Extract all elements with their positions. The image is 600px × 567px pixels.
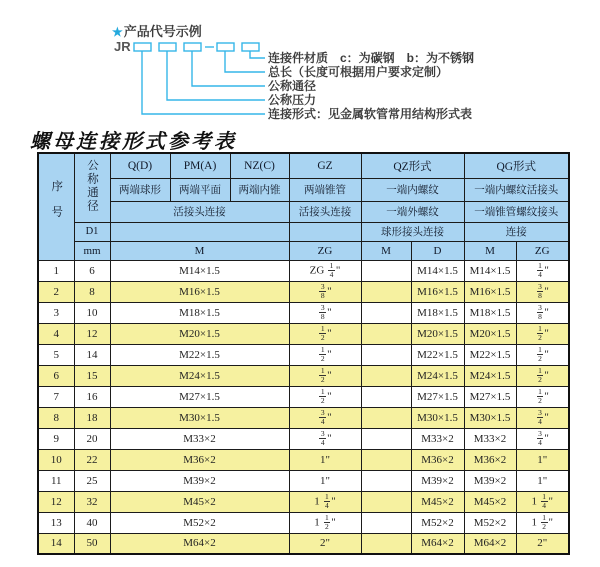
cell-gz: 1 $\frac{1}{2}$ " <box>289 512 361 533</box>
cell-qg-zg: $\frac{1}{2}$ " <box>516 323 569 344</box>
cell-qg-zg: 1" <box>516 449 569 470</box>
cell-qg-m: M16×1.5 <box>464 281 516 302</box>
cell-qg-m: M64×2 <box>464 533 516 554</box>
header-unit-m-left: M <box>110 241 289 260</box>
cell-m: M30×1.5 <box>110 407 289 428</box>
cell-gz: ZG $\frac{1}{4}$ " <box>289 260 361 281</box>
header-unit-m-qg: M <box>464 241 516 260</box>
cell-qz-m <box>361 533 411 554</box>
cell-qg-m: M24×1.5 <box>464 365 516 386</box>
cell-qz-d: M20×1.5 <box>411 323 464 344</box>
header-desc-nzc: 两端内锥 <box>230 178 289 201</box>
cell-qz-m <box>361 449 411 470</box>
cell-gz: 1" <box>289 449 361 470</box>
cell-gz: $\frac{1}{2}$ " <box>289 323 361 344</box>
cell-qz-m <box>361 512 411 533</box>
cell-gz: $\frac{3}{8}$ " <box>289 281 361 302</box>
diagram-label-length: 总长（长度可根据用户要求定制） <box>268 65 449 79</box>
cell-qz-m <box>361 365 411 386</box>
table-row <box>38 281 569 302</box>
table-row <box>38 533 569 554</box>
cell-seq: 4 <box>38 323 74 344</box>
cell-dn: 15 <box>74 365 110 386</box>
diagram-label-material: 连接件材质 c：为碳钢 b：为不锈钢 <box>268 51 475 65</box>
table-body <box>38 260 569 554</box>
cell-qg-zg: $\frac{3}{4}$ " <box>516 428 569 449</box>
cell-qz-d: M16×1.5 <box>411 281 464 302</box>
table-row <box>38 428 569 449</box>
diagram-label-connection: 连接形式：见金属软管常用结构形式表 <box>268 107 473 121</box>
header-group-nzc: NZ(C) <box>230 153 289 178</box>
header-unit-m-qz: M <box>361 241 411 260</box>
header-unit-d-qz: D <box>411 241 464 260</box>
cell-qz-d: M64×2 <box>411 533 464 554</box>
nut-connection-reference-table <box>37 152 570 555</box>
cell-qg-m: M18×1.5 <box>464 302 516 323</box>
cell-qz-d: M18×1.5 <box>411 302 464 323</box>
cell-qg-m: M14×1.5 <box>464 260 516 281</box>
cell-qg-zg: 1" <box>516 470 569 491</box>
cell-gz: $\frac{1}{2}$ " <box>289 365 361 386</box>
cell-seq: 12 <box>38 491 74 512</box>
header-group-qd: Q(D) <box>110 153 170 178</box>
cell-gz: $\frac{3}{4}$ " <box>289 407 361 428</box>
cell-qz-m <box>361 260 411 281</box>
table-row <box>38 512 569 533</box>
cell-qg-zg: 1 $\frac{1}{2}$ " <box>516 512 569 533</box>
cell-qg-zg: 1 $\frac{1}{4}$ " <box>516 491 569 512</box>
header-conn-union-left: 活接头连接 <box>110 201 289 222</box>
table-row <box>38 344 569 365</box>
cell-qg-m: M39×2 <box>464 470 516 491</box>
cell-seq: 13 <box>38 512 74 533</box>
cell-gz: 2" <box>289 533 361 554</box>
cell-qz-d: M27×1.5 <box>411 386 464 407</box>
cell-gz: $\frac{3}{8}$ " <box>289 302 361 323</box>
cell-qg-m: M27×1.5 <box>464 386 516 407</box>
cell-dn: 20 <box>74 428 110 449</box>
header-desc-qd: 两端球形 <box>110 178 170 201</box>
cell-seq: 3 <box>38 302 74 323</box>
header-conn-qg: 一端锥管螺纹接头 <box>464 201 569 222</box>
cell-qg-m: M22×1.5 <box>464 344 516 365</box>
cell-gz: $\frac{1}{2}$ " <box>289 386 361 407</box>
cell-qz-d: M14×1.5 <box>411 260 464 281</box>
cell-m: M24×1.5 <box>110 365 289 386</box>
cell-m: M45×2 <box>110 491 289 512</box>
header-group-qz: QZ形式 <box>361 153 464 178</box>
cell-m: M20×1.5 <box>110 323 289 344</box>
cell-gz: 1" <box>289 470 361 491</box>
header-ball-joint-conn: 球形接头连接 <box>361 222 464 241</box>
diagram-label-pressure: 公称压力 <box>268 93 317 107</box>
cell-seq: 1 <box>38 260 74 281</box>
cell-qz-d: M36×2 <box>411 449 464 470</box>
cell-seq: 11 <box>38 470 74 491</box>
cell-dn: 10 <box>74 302 110 323</box>
table-row <box>38 386 569 407</box>
header-desc-gz: 两端锥管 <box>289 178 361 201</box>
header-desc-qz: 一端内螺纹 <box>361 178 464 201</box>
cell-qg-zg: $\frac{3}{4}$ " <box>516 407 569 428</box>
star-icon: ★ <box>112 25 123 39</box>
cell-qg-m: M33×2 <box>464 428 516 449</box>
cell-dn: 50 <box>74 533 110 554</box>
table-row <box>38 407 569 428</box>
cell-seq: 7 <box>38 386 74 407</box>
cell-m: M18×1.5 <box>110 302 289 323</box>
cell-qz-d: M39×2 <box>411 470 464 491</box>
cell-qz-m <box>361 323 411 344</box>
cell-qz-d: M52×2 <box>411 512 464 533</box>
cell-qg-m: M30×1.5 <box>464 407 516 428</box>
cell-m: M27×1.5 <box>110 386 289 407</box>
cell-dn: 6 <box>74 260 110 281</box>
cell-gz: $\frac{3}{4}$ " <box>289 428 361 449</box>
table-row <box>38 302 569 323</box>
header-group-qg: QG形式 <box>464 153 569 178</box>
header-desc-pma: 两端平面 <box>170 178 230 201</box>
cell-qg-zg: 2" <box>516 533 569 554</box>
header-conn-qz: 一端外螺纹 <box>361 201 464 222</box>
diagram-label-diameter: 公称通径 <box>268 79 317 93</box>
cell-dn: 8 <box>74 281 110 302</box>
cell-seq: 10 <box>38 449 74 470</box>
cell-qg-zg: $\frac{1}{2}$ " <box>516 386 569 407</box>
cell-m: M39×2 <box>110 470 289 491</box>
cell-seq: 2 <box>38 281 74 302</box>
table-row <box>38 260 569 281</box>
cell-seq: 8 <box>38 407 74 428</box>
cell-m: M14×1.5 <box>110 260 289 281</box>
cell-seq: 14 <box>38 533 74 554</box>
header-conn: 连接 <box>464 222 569 241</box>
cell-qz-d: M22×1.5 <box>411 344 464 365</box>
cell-qz-d: M45×2 <box>411 491 464 512</box>
table-row <box>38 449 569 470</box>
cell-dn: 12 <box>74 323 110 344</box>
cell-qz-m <box>361 281 411 302</box>
cell-dn: 25 <box>74 470 110 491</box>
cell-qg-m: M45×2 <box>464 491 516 512</box>
cell-seq: 5 <box>38 344 74 365</box>
cell-m: M16×1.5 <box>110 281 289 302</box>
cell-qz-m <box>361 386 411 407</box>
cell-gz: $\frac{1}{2}$ " <box>289 344 361 365</box>
cell-qg-zg: $\frac{3}{8}$ " <box>516 302 569 323</box>
cell-gz: 1 $\frac{1}{4}$ " <box>289 491 361 512</box>
code-prefix: JR <box>114 39 131 54</box>
cell-dn: 40 <box>74 512 110 533</box>
cell-dn: 32 <box>74 491 110 512</box>
diagram-heading-text: 产品代号示例 <box>123 24 202 39</box>
table-row <box>38 365 569 386</box>
header-group-pma: PM(A) <box>170 153 230 178</box>
cell-qg-m: M20×1.5 <box>464 323 516 344</box>
cell-dn: 14 <box>74 344 110 365</box>
cell-qg-m: M52×2 <box>464 512 516 533</box>
cell-qg-zg: $\frac{1}{2}$ " <box>516 344 569 365</box>
cell-qz-m <box>361 491 411 512</box>
cell-dn: 16 <box>74 386 110 407</box>
header-mm: mm <box>74 241 110 260</box>
table-row <box>38 470 569 491</box>
header-unit-zg-qg: ZG <box>516 241 569 260</box>
cell-qz-d: M33×2 <box>411 428 464 449</box>
cell-qz-d: M30×1.5 <box>411 407 464 428</box>
header-conn-union-gz: 活接头连接 <box>289 201 361 222</box>
cell-qz-m <box>361 428 411 449</box>
header-desc-qg: 一端内螺纹活接头 <box>464 178 569 201</box>
cell-qz-m <box>361 470 411 491</box>
table-header <box>38 153 569 260</box>
cell-qz-d: M24×1.5 <box>411 365 464 386</box>
cell-m: M52×2 <box>110 512 289 533</box>
cell-qz-m <box>361 302 411 323</box>
cell-qg-zg: $\frac{3}{8}$ " <box>516 281 569 302</box>
cell-m: M64×2 <box>110 533 289 554</box>
cell-qg-m: M36×2 <box>464 449 516 470</box>
table-row <box>38 491 569 512</box>
header-blank-left <box>110 222 289 241</box>
header-group-gz: GZ <box>289 153 361 178</box>
cell-dn: 22 <box>74 449 110 470</box>
cell-qg-zg: $\frac{1}{2}$ " <box>516 365 569 386</box>
cell-m: M36×2 <box>110 449 289 470</box>
cell-seq: 9 <box>38 428 74 449</box>
header-nominal-diameter: 公称通径 <box>74 153 110 222</box>
header-blank-gz <box>289 222 361 241</box>
cell-m: M22×1.5 <box>110 344 289 365</box>
header-unit-zg-gz: ZG <box>289 241 361 260</box>
cell-qz-m <box>361 407 411 428</box>
product-code-diagram <box>0 0 600 125</box>
cell-seq: 6 <box>38 365 74 386</box>
header-d1: D1 <box>74 222 110 241</box>
table-row <box>38 323 569 344</box>
cell-qg-zg: $\frac{1}{4}$ " <box>516 260 569 281</box>
header-seq: 序号 <box>38 153 74 260</box>
cell-m: M33×2 <box>110 428 289 449</box>
cell-qz-m <box>361 344 411 365</box>
table-title: 螺母连接形式参考表 <box>30 131 237 153</box>
cell-dn: 18 <box>74 407 110 428</box>
